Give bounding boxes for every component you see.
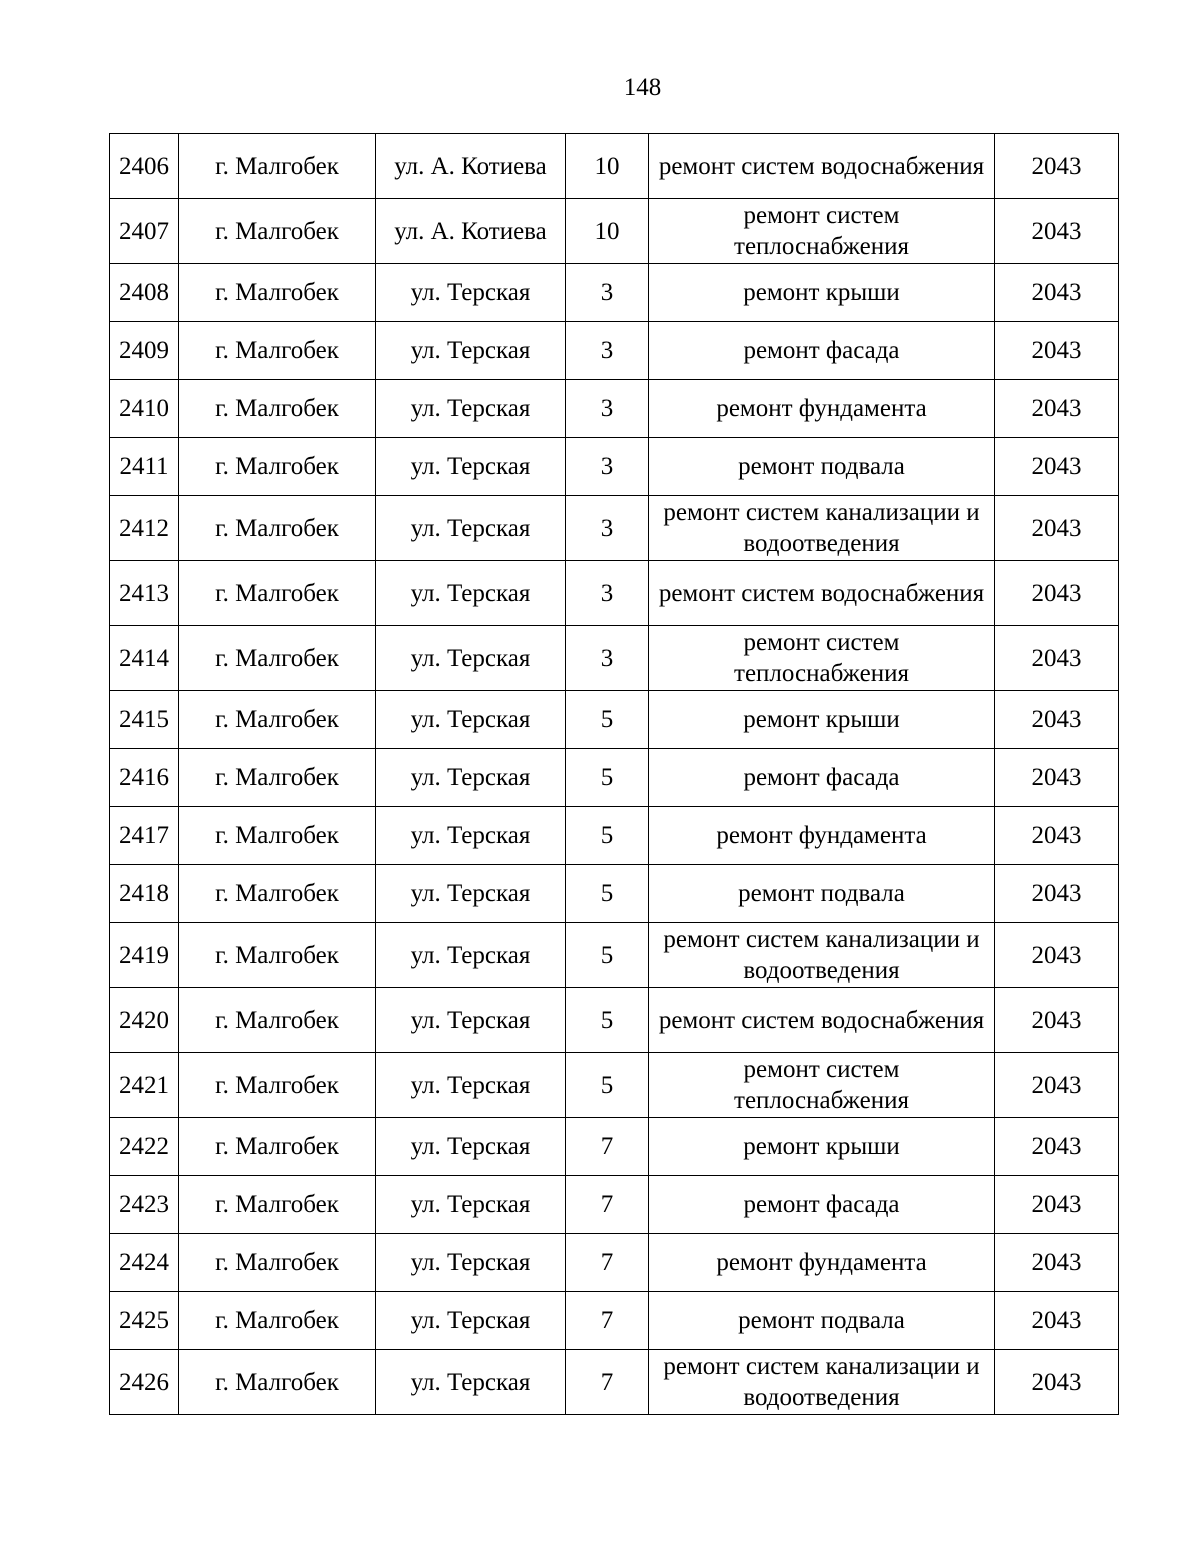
house-number-cell: 5 <box>566 691 649 749</box>
year-cell: 2043 <box>995 1118 1119 1176</box>
street-cell: ул. Терская <box>376 1350 566 1415</box>
city-cell: г. Малгобек <box>179 1053 376 1118</box>
work-type-cell: ремонт крыши <box>649 264 995 322</box>
city-cell: г. Малгобек <box>179 1350 376 1415</box>
house-number-cell: 3 <box>566 264 649 322</box>
work-type-cell: ремонт систем канализации и водоотведения <box>649 1350 995 1415</box>
year-cell: 2043 <box>995 438 1119 496</box>
page-number: 148 <box>623 74 662 101</box>
city-cell: г. Малгобек <box>179 322 376 380</box>
house-number-cell: 5 <box>566 865 649 923</box>
street-cell: ул. Терская <box>376 749 566 807</box>
street-cell: ул. Терская <box>376 865 566 923</box>
house-number-cell: 7 <box>566 1234 649 1292</box>
street-cell: ул. Терская <box>376 1234 566 1292</box>
city-cell: г. Малгобек <box>179 134 376 199</box>
year-cell: 2043 <box>995 923 1119 988</box>
city-cell: г. Малгобек <box>179 264 376 322</box>
street-cell: ул. Терская <box>376 626 566 691</box>
row-number: 2421 <box>110 1053 179 1118</box>
street-cell: ул. Терская <box>376 1053 566 1118</box>
house-number-cell: 5 <box>566 988 649 1053</box>
year-cell: 2043 <box>995 322 1119 380</box>
year-cell: 2043 <box>995 1292 1119 1350</box>
year-cell: 2043 <box>995 264 1119 322</box>
street-cell: ул. Терская <box>376 923 566 988</box>
table-row <box>110 1118 1119 1176</box>
row-number: 2420 <box>110 988 179 1053</box>
table-row <box>110 807 1119 865</box>
city-cell: г. Малгобек <box>179 1292 376 1350</box>
row-number: 2408 <box>110 264 179 322</box>
house-number-cell: 3 <box>566 626 649 691</box>
house-number-cell: 7 <box>566 1292 649 1350</box>
house-number-cell: 3 <box>566 496 649 561</box>
city-cell: г. Малгобек <box>179 1176 376 1234</box>
row-number: 2422 <box>110 1118 179 1176</box>
row-number: 2407 <box>110 199 179 264</box>
city-cell: г. Малгобек <box>179 865 376 923</box>
city-cell: г. Малгобек <box>179 807 376 865</box>
work-type-cell: ремонт систем канализации и водоотведения <box>649 496 995 561</box>
table-row <box>110 988 1119 1053</box>
work-type-cell: ремонт крыши <box>649 691 995 749</box>
row-number: 2416 <box>110 749 179 807</box>
street-cell: ул. Терская <box>376 322 566 380</box>
street-cell: ул. Терская <box>376 438 566 496</box>
table-row <box>110 496 1119 561</box>
row-number: 2424 <box>110 1234 179 1292</box>
street-cell: ул. А. Котиева <box>376 134 566 199</box>
table-row <box>110 1234 1119 1292</box>
work-type-cell: ремонт систем теплоснабжения <box>649 199 995 264</box>
city-cell: г. Малгобек <box>179 691 376 749</box>
street-cell: ул. Терская <box>376 1292 566 1350</box>
row-number: 2410 <box>110 380 179 438</box>
city-cell: г. Малгобек <box>179 380 376 438</box>
year-cell: 2043 <box>995 1176 1119 1234</box>
year-cell: 2043 <box>995 1234 1119 1292</box>
city-cell: г. Малгобек <box>179 749 376 807</box>
table-body <box>110 134 1119 1415</box>
house-number-cell: 5 <box>566 807 649 865</box>
city-cell: г. Малгобек <box>179 1118 376 1176</box>
table-row <box>110 626 1119 691</box>
year-cell: 2043 <box>995 134 1119 199</box>
house-number-cell: 3 <box>566 438 649 496</box>
city-cell: г. Малгобек <box>179 626 376 691</box>
row-number: 2425 <box>110 1292 179 1350</box>
table-row <box>110 561 1119 626</box>
house-number-cell: 7 <box>566 1350 649 1415</box>
year-cell: 2043 <box>995 199 1119 264</box>
work-type-cell: ремонт систем теплоснабжения <box>649 626 995 691</box>
city-cell: г. Малгобек <box>179 561 376 626</box>
city-cell: г. Малгобек <box>179 1234 376 1292</box>
year-cell: 2043 <box>995 807 1119 865</box>
table-row <box>110 1292 1119 1350</box>
row-number: 2411 <box>110 438 179 496</box>
year-cell: 2043 <box>995 626 1119 691</box>
work-type-cell: ремонт систем водоснабжения <box>649 134 995 199</box>
year-cell: 2043 <box>995 865 1119 923</box>
table-row <box>110 322 1119 380</box>
table-row <box>110 438 1119 496</box>
work-type-cell: ремонт подвала <box>649 1292 995 1350</box>
street-cell: ул. Терская <box>376 264 566 322</box>
table-row <box>110 380 1119 438</box>
work-type-cell: ремонт фасада <box>649 322 995 380</box>
work-type-cell: ремонт крыши <box>649 1118 995 1176</box>
street-cell: ул. Терская <box>376 1176 566 1234</box>
city-cell: г. Малгобек <box>179 496 376 561</box>
year-cell: 2043 <box>995 988 1119 1053</box>
row-number: 2417 <box>110 807 179 865</box>
city-cell: г. Малгобек <box>179 438 376 496</box>
house-number-cell: 10 <box>566 199 649 264</box>
work-type-cell: ремонт систем теплоснабжения <box>649 1053 995 1118</box>
street-cell: ул. Терская <box>376 1118 566 1176</box>
street-cell: ул. А. Котиева <box>376 199 566 264</box>
row-number: 2406 <box>110 134 179 199</box>
city-cell: г. Малгобек <box>179 923 376 988</box>
row-number: 2423 <box>110 1176 179 1234</box>
row-number: 2414 <box>110 626 179 691</box>
city-cell: г. Малгобек <box>179 199 376 264</box>
row-number: 2415 <box>110 691 179 749</box>
table-row <box>110 749 1119 807</box>
city-cell: г. Малгобек <box>179 988 376 1053</box>
work-type-cell: ремонт фасада <box>649 1176 995 1234</box>
house-number-cell: 5 <box>566 1053 649 1118</box>
year-cell: 2043 <box>995 1053 1119 1118</box>
work-type-cell: ремонт систем канализации и водоотведения <box>649 923 995 988</box>
house-number-cell: 3 <box>566 380 649 438</box>
street-cell: ул. Терская <box>376 691 566 749</box>
table-row <box>110 134 1119 199</box>
table-row <box>110 923 1119 988</box>
street-cell: ул. Терская <box>376 561 566 626</box>
table-row <box>110 865 1119 923</box>
row-number: 2426 <box>110 1350 179 1415</box>
year-cell: 2043 <box>995 561 1119 626</box>
work-type-cell: ремонт фундамента <box>649 380 995 438</box>
work-type-cell: ремонт систем водоснабжения <box>649 561 995 626</box>
house-number-cell: 5 <box>566 749 649 807</box>
house-number-cell: 7 <box>566 1118 649 1176</box>
work-type-cell: ремонт подвала <box>649 438 995 496</box>
row-number: 2409 <box>110 322 179 380</box>
table-row <box>110 1350 1119 1415</box>
house-number-cell: 3 <box>566 561 649 626</box>
row-number: 2413 <box>110 561 179 626</box>
table-row <box>110 1053 1119 1118</box>
house-number-cell: 3 <box>566 322 649 380</box>
street-cell: ул. Терская <box>376 380 566 438</box>
work-type-cell: ремонт подвала <box>649 865 995 923</box>
row-number: 2418 <box>110 865 179 923</box>
table-row <box>110 264 1119 322</box>
house-number-cell: 10 <box>566 134 649 199</box>
work-type-cell: ремонт фундамента <box>649 1234 995 1292</box>
street-cell: ул. Терская <box>376 496 566 561</box>
row-number: 2412 <box>110 496 179 561</box>
year-cell: 2043 <box>995 749 1119 807</box>
work-type-cell: ремонт фундамента <box>649 807 995 865</box>
work-type-cell: ремонт систем водоснабжения <box>649 988 995 1053</box>
year-cell: 2043 <box>995 1350 1119 1415</box>
table-row <box>110 1176 1119 1234</box>
table-row <box>110 691 1119 749</box>
work-type-cell: ремонт фасада <box>649 749 995 807</box>
house-number-cell: 7 <box>566 1176 649 1234</box>
street-cell: ул. Терская <box>376 988 566 1053</box>
house-number-cell: 5 <box>566 923 649 988</box>
table-row <box>110 199 1119 264</box>
year-cell: 2043 <box>995 496 1119 561</box>
year-cell: 2043 <box>995 691 1119 749</box>
year-cell: 2043 <box>995 380 1119 438</box>
row-number: 2419 <box>110 923 179 988</box>
street-cell: ул. Терская <box>376 807 566 865</box>
repair-schedule-table <box>109 133 1119 1415</box>
